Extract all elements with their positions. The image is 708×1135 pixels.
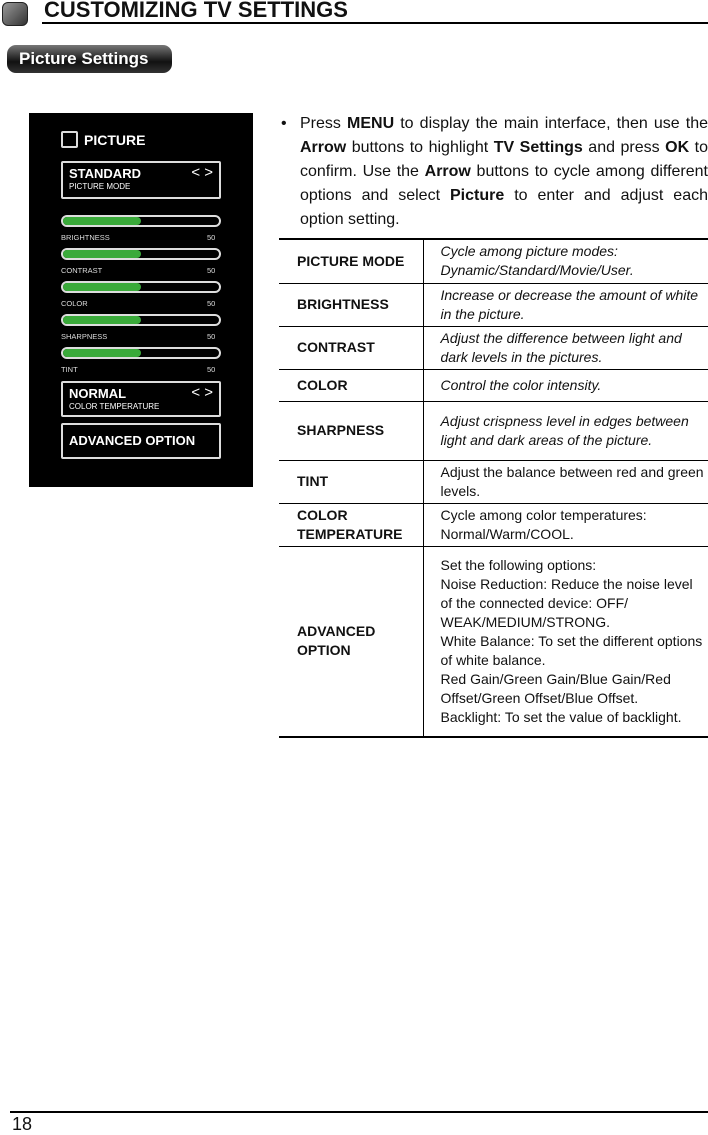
section-badge: Picture Settings [7,45,172,73]
slider-value: 50 [207,299,215,308]
row-key: TINT [279,460,423,503]
slider-sharpness [61,314,221,326]
arrows-icon: < > [191,164,213,181]
row-desc-cell [423,283,708,326]
desc-line: Backlight: To set the value of backlight. [441,708,708,727]
slider-value: 50 [207,266,215,275]
emphasis-text: MENU [347,115,394,132]
row-key: COLOR TEMPERATURE [279,503,423,546]
row-description: Control the color intensity. [441,377,602,393]
title-underline [42,22,708,24]
row-key: ADVANCED OPTION [279,546,423,737]
instruction-segment: to display the main interface, then use the [394,115,708,132]
slider-fill [63,316,141,324]
picture-icon [61,131,78,148]
slider-fill [63,217,141,225]
instruction-segment: to confirm. Use the [300,139,708,180]
emphasis-text: Picture [450,187,504,204]
row-desc-cell [423,239,708,283]
row-desc-cell [423,369,708,401]
instruction-bullet [281,112,708,232]
emphasis-text: OK [665,139,689,156]
slider-color [61,281,221,293]
row-description: Cycle among picture modes: Dynamic/Standard/Movie/User. [441,243,634,278]
instruction-segment: Press [300,115,347,132]
slider-label: COLOR [61,299,88,308]
slider-label: SHARPNESS [61,332,107,341]
table-row [279,239,708,283]
instruction-text [300,112,708,232]
emphasis-text: Arrow [300,139,346,156]
color-temp-value: NORMAL [69,386,126,401]
slider-label: CONTRAST [61,266,102,275]
table-row [279,369,708,401]
row-description: Cycle among color temperatures: Normal/Warm/COOL. [441,507,647,542]
table-row [279,283,708,326]
page-title: CUSTOMIZING TV SETTINGS [44,0,348,23]
row-key: PICTURE MODE [279,239,423,283]
table-row [279,503,708,546]
row-desc-cell [423,460,708,503]
row-key: CONTRAST [279,326,423,369]
slider-label: BRIGHTNESS [61,233,110,242]
instruction-segment: to enter and adjust each option setting. [300,187,708,228]
picture-mode-label: PICTURE MODE [69,182,130,191]
row-description: Adjust the balance between red and green levels. [441,464,704,499]
row-description: Adjust crispness level in edges between light and dark areas of the picture. [441,413,689,448]
slider-contrast [61,248,221,260]
instruction-segment: buttons to highlight [346,139,493,156]
row-desc-cell [423,503,708,546]
advanced-option-box [61,423,221,459]
slider-value: 50 [207,332,215,341]
slider-fill [63,250,141,258]
slider-value: 50 [207,233,215,242]
color-temp-box [61,381,221,417]
row-description: Increase or decrease the amount of white in the picture. [441,287,699,322]
page-number: 18 [12,1114,32,1135]
row-key: SHARPNESS [279,401,423,460]
desc-line: White Balance: To set the different options of white balance. [441,632,708,670]
color-temp-label: COLOR TEMPERATURE [69,402,159,411]
instruction-segment: and press [583,139,665,156]
row-key: COLOR [279,369,423,401]
row-desc-cell [423,326,708,369]
slider-brightness [61,215,221,227]
footer-line [10,1111,708,1113]
slider-tint [61,347,221,359]
slider-label: TINT [61,365,78,374]
section-icon [2,2,28,26]
table-row [279,326,708,369]
slider-fill [63,283,141,291]
advanced-option-label: ADVANCED OPTION [69,433,195,448]
desc-line: Set the following options: [441,556,708,575]
row-description: Adjust the difference between light and dark levels in the pictures. [441,330,682,365]
picture-mode-box [61,161,221,199]
desc-line: Noise Reduction: Reduce the noise level of the connected device: OFF/ WEAK/MEDIUM/STRONG. [441,575,708,632]
picture-mode-value: STANDARD [69,166,141,181]
arrows-icon: < > [191,384,213,401]
row-desc-cell [423,546,708,737]
bullet-dot: • [281,112,287,136]
settings-table [279,238,708,738]
table-row [279,401,708,460]
table-row [279,460,708,503]
menu-title: PICTURE [84,132,145,148]
slider-fill [63,349,141,357]
instruction-segment: buttons to cycle among different options and select [300,163,708,204]
slider-value: 50 [207,365,215,374]
row-desc-cell [423,401,708,460]
emphasis-text: TV Settings [494,139,583,156]
row-key: BRIGHTNESS [279,283,423,326]
tv-menu-screenshot [29,113,253,487]
desc-line: Red Gain/Green Gain/Blue Gain/Red Offset/Green Offset/Blue Offset. [441,670,708,708]
table-row [279,546,708,737]
emphasis-text: Arrow [425,163,471,180]
